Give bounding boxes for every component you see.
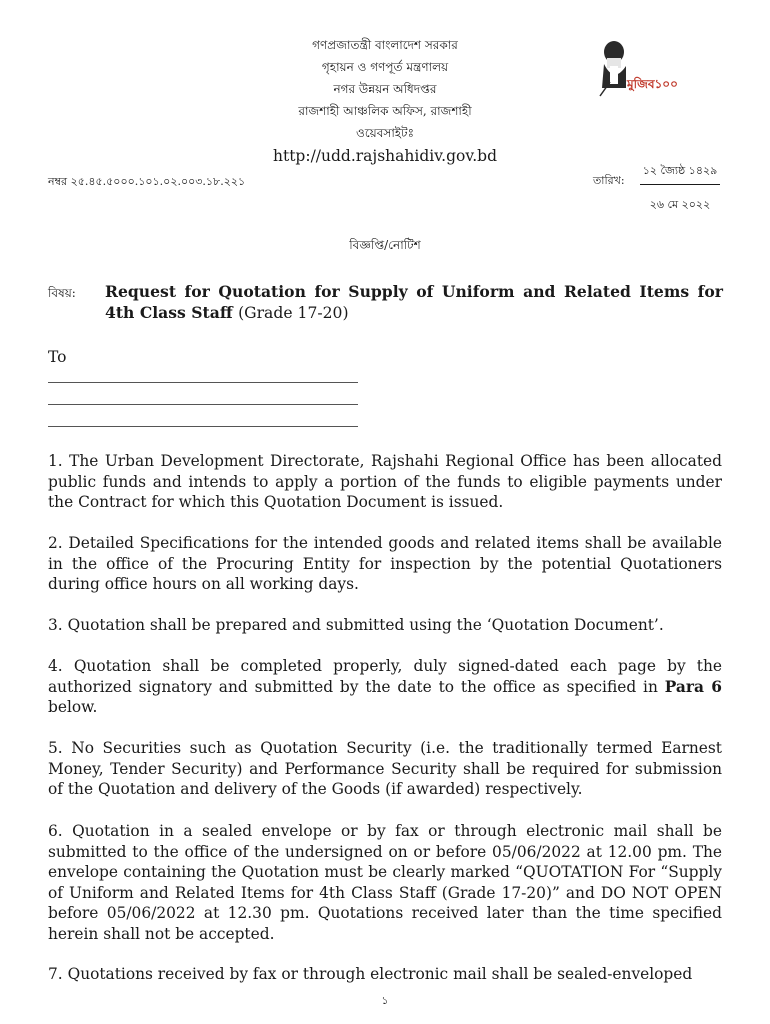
date-label: তারিখ: [593,174,625,187]
page-number: ১ [381,994,389,1007]
header-line-ministry: গৃহায়ন ও গণপূর্ত মন্ত্রণালয় [321,60,449,74]
mujib-100-logo [596,38,680,98]
blank-line [48,404,358,405]
website-link[interactable]: http://udd.rajshahidiv.gov.bd [272,147,498,165]
paragraph-4-reference: Para 6 [664,677,722,696]
blank-line [48,426,358,427]
subject-grade: (Grade 17-20) [238,304,349,322]
header-line-government: গণপ্রজাতন্ত্রী বাংলাদেশ সরকার [312,38,458,52]
paragraph-1: 1. The Urban Development Directorate, Rajshahi Regional Office has been allocated public funds and intends to apply a portion of the funds to eligible payments under the Contract for which this Quotation Document is issued. [48,452,722,511]
header-line-office: রাজশাহী আঞ্চলিক অফিস, রাজশাহী [298,104,472,118]
blank-line [48,382,358,383]
paragraph-4-text: 4. Quotation shall be completed properly, duly signed-dated each page by the authorized signatory and submitted by the date to the office as specified in [48,657,722,696]
date-english: ২৬ মে ২০২২ [649,198,711,211]
header-line-website-label: ওয়েবসাইটঃ [356,126,414,140]
header-line-directorate: নগর উন্নয়ন অধিদপ্তর [333,82,437,96]
paragraph-6: 6. Quotation in a sealed envelope or by fax or through electronic mail shall be submitted to the office of the undersigned on or before 05/06/2022 at 12.00 pm. The envelope containing the Quotation must be clearly marked “QUOTATION For “Supply of Uniform and Related Items for 4th Class Staff (Grade 17-20)” and DO NOT OPEN before 05/06/2022 at 12.30 pm. Quotations received later than the time specified herein shall not be accepted. [48,822,722,943]
notice-title: বিজ্ঞপ্তি/নোটিশ [349,238,421,252]
date-bangla: ১২ জ্যৈষ্ঠ ১৪২৯ [640,162,720,185]
addressee-to: To [48,348,67,366]
paragraph-3: 3. Quotation shall be prepared and submitted using the ‘Quotation Document’. [48,616,664,634]
subject-text [105,281,723,324]
subject-main: Request for Quotation for Supply of Uniform and Related Items for 4th Class Staff [105,282,723,322]
svg-text:মুজিব১০০: মুজিব১০০ [627,77,678,91]
subject-label: বিষয়: [48,286,76,300]
paragraph-4-tail: below. [48,698,98,716]
paragraph-2: 2. Detailed Specifications for the intended goods and related items shall be available in the office of the Procuring Entity for inspection by the potential Quotationers during office hours on all working days. [48,534,722,593]
paragraph-7: 7. Quotations received by fax or through electronic mail shall be sealed-enveloped [48,965,693,983]
paragraph-5: 5. No Securities such as Quotation Security (i.e. the traditionally termed Earnest Money, Tender Security) and Performance Security shall be required for submission of the Quotation and delivery of the Goods (if awarded) respectively. [48,739,722,798]
memo-number: নম্বর ২৫.৪৫.৫০০০.১০১.০২.০০৩.১৮.২২১ [48,175,246,188]
paragraph-4 [48,656,722,718]
